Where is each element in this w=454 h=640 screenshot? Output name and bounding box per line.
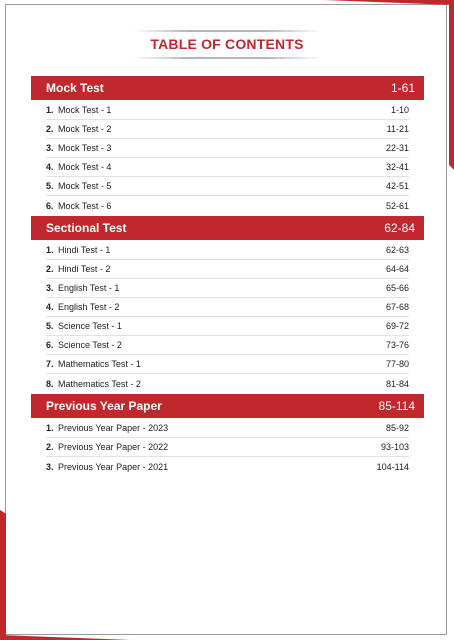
item-number: 1. bbox=[46, 105, 54, 115]
item-number: 1. bbox=[46, 245, 54, 255]
item-number: 5. bbox=[46, 181, 54, 191]
toc-table bbox=[31, 76, 424, 477]
item-pages: 52-61 bbox=[385, 200, 409, 211]
item-label: Mathematics Test - 1 bbox=[58, 359, 141, 369]
item-number: 6. bbox=[46, 340, 54, 350]
section-items bbox=[31, 418, 424, 477]
toc-row[interactable] bbox=[46, 120, 409, 139]
item-number: 1. bbox=[46, 423, 54, 433]
corner-accent-top-right bbox=[324, 0, 454, 5]
item-number: 7. bbox=[46, 359, 54, 369]
section-header-mock-test[interactable] bbox=[31, 76, 424, 100]
corner-accent-left-edge bbox=[0, 510, 6, 640]
item-label: English Test - 2 bbox=[58, 302, 120, 312]
item-label: Previous Year Paper - 2021 bbox=[58, 461, 169, 472]
section-page-range: 1-61 bbox=[390, 81, 415, 95]
title-rule-bottom bbox=[132, 57, 322, 59]
item-label: Mock Test - 4 bbox=[58, 162, 112, 172]
section-title: Previous Year Paper bbox=[46, 399, 162, 413]
item-label: Mathematics Test - 2 bbox=[58, 378, 141, 389]
item-label: Hindi Test - 1 bbox=[58, 245, 111, 255]
toc-row[interactable] bbox=[46, 158, 409, 177]
item-label: Mock Test - 1 bbox=[58, 105, 112, 115]
item-pages: 32-41 bbox=[385, 162, 409, 172]
toc-row[interactable] bbox=[46, 101, 409, 120]
item-number: 8. bbox=[46, 378, 54, 389]
item-label: English Test - 1 bbox=[58, 283, 120, 293]
item-label: Science Test - 1 bbox=[58, 321, 122, 331]
toc-row[interactable] bbox=[46, 241, 409, 260]
toc-row[interactable] bbox=[46, 177, 409, 196]
section-page-range: 62-84 bbox=[384, 221, 415, 235]
toc-row[interactable] bbox=[46, 457, 409, 476]
item-pages: 11-21 bbox=[386, 124, 409, 134]
toc-row[interactable] bbox=[46, 298, 409, 317]
item-pages: 104-114 bbox=[376, 461, 409, 472]
toc-row[interactable] bbox=[46, 279, 409, 298]
item-label: Previous Year Paper - 2022 bbox=[58, 442, 169, 452]
item-pages: 73-76 bbox=[385, 340, 409, 350]
item-number: 4. bbox=[46, 302, 54, 312]
page-title: TABLE OF CONTENTS bbox=[150, 36, 304, 52]
item-pages: 42-51 bbox=[385, 181, 409, 191]
item-number: 2. bbox=[46, 124, 54, 134]
toc-row[interactable] bbox=[46, 419, 409, 438]
toc-row[interactable] bbox=[46, 374, 409, 393]
item-number: 3. bbox=[46, 283, 54, 293]
item-pages: 22-31 bbox=[385, 143, 409, 153]
item-pages: 62-63 bbox=[385, 245, 409, 255]
item-pages: 69-72 bbox=[385, 321, 409, 331]
item-pages: 64-64 bbox=[385, 264, 409, 274]
item-pages: 81-84 bbox=[385, 378, 409, 389]
item-number: 3. bbox=[46, 143, 54, 153]
item-number: 2. bbox=[46, 264, 54, 274]
item-label: Mock Test - 5 bbox=[58, 181, 112, 191]
section-title: Mock Test bbox=[46, 81, 104, 95]
section-title: Sectional Test bbox=[46, 221, 127, 235]
corner-accent-bottom-left bbox=[0, 635, 130, 640]
toc-row[interactable] bbox=[46, 317, 409, 336]
item-number: 6. bbox=[46, 200, 54, 211]
toc-row[interactable] bbox=[46, 336, 409, 355]
item-number: 5. bbox=[46, 321, 54, 331]
section-items bbox=[31, 100, 424, 216]
toc-row[interactable] bbox=[46, 438, 409, 457]
toc-row[interactable] bbox=[46, 196, 409, 215]
title-rule-top bbox=[132, 30, 322, 32]
toc-row[interactable] bbox=[46, 139, 409, 158]
section-header-sectional-test[interactable] bbox=[31, 216, 424, 240]
item-pages: 85-92 bbox=[385, 423, 409, 433]
item-label: Mock Test - 2 bbox=[58, 124, 112, 134]
item-pages: 93-103 bbox=[380, 442, 409, 452]
item-label: Mock Test - 3 bbox=[58, 143, 112, 153]
item-pages: 65-66 bbox=[385, 283, 409, 293]
item-number: 3. bbox=[46, 461, 54, 472]
toc-row[interactable] bbox=[46, 355, 409, 374]
item-label: Hindi Test - 2 bbox=[58, 264, 111, 274]
section-items bbox=[31, 240, 424, 394]
item-label: Science Test - 2 bbox=[58, 340, 122, 350]
item-label: Previous Year Paper - 2023 bbox=[58, 423, 169, 433]
item-number: 4. bbox=[46, 162, 54, 172]
corner-accent-right-edge bbox=[449, 0, 454, 170]
item-pages: 77-80 bbox=[385, 359, 409, 369]
item-pages: 1-10 bbox=[390, 105, 409, 115]
section-page-range: 85-114 bbox=[378, 399, 415, 413]
toc-title-block bbox=[132, 30, 322, 60]
toc-row[interactable] bbox=[46, 260, 409, 279]
section-header-previous-year-paper[interactable] bbox=[31, 394, 424, 418]
item-number: 2. bbox=[46, 442, 54, 452]
item-pages: 67-68 bbox=[385, 302, 409, 312]
item-label: Mock Test - 6 bbox=[58, 200, 112, 211]
